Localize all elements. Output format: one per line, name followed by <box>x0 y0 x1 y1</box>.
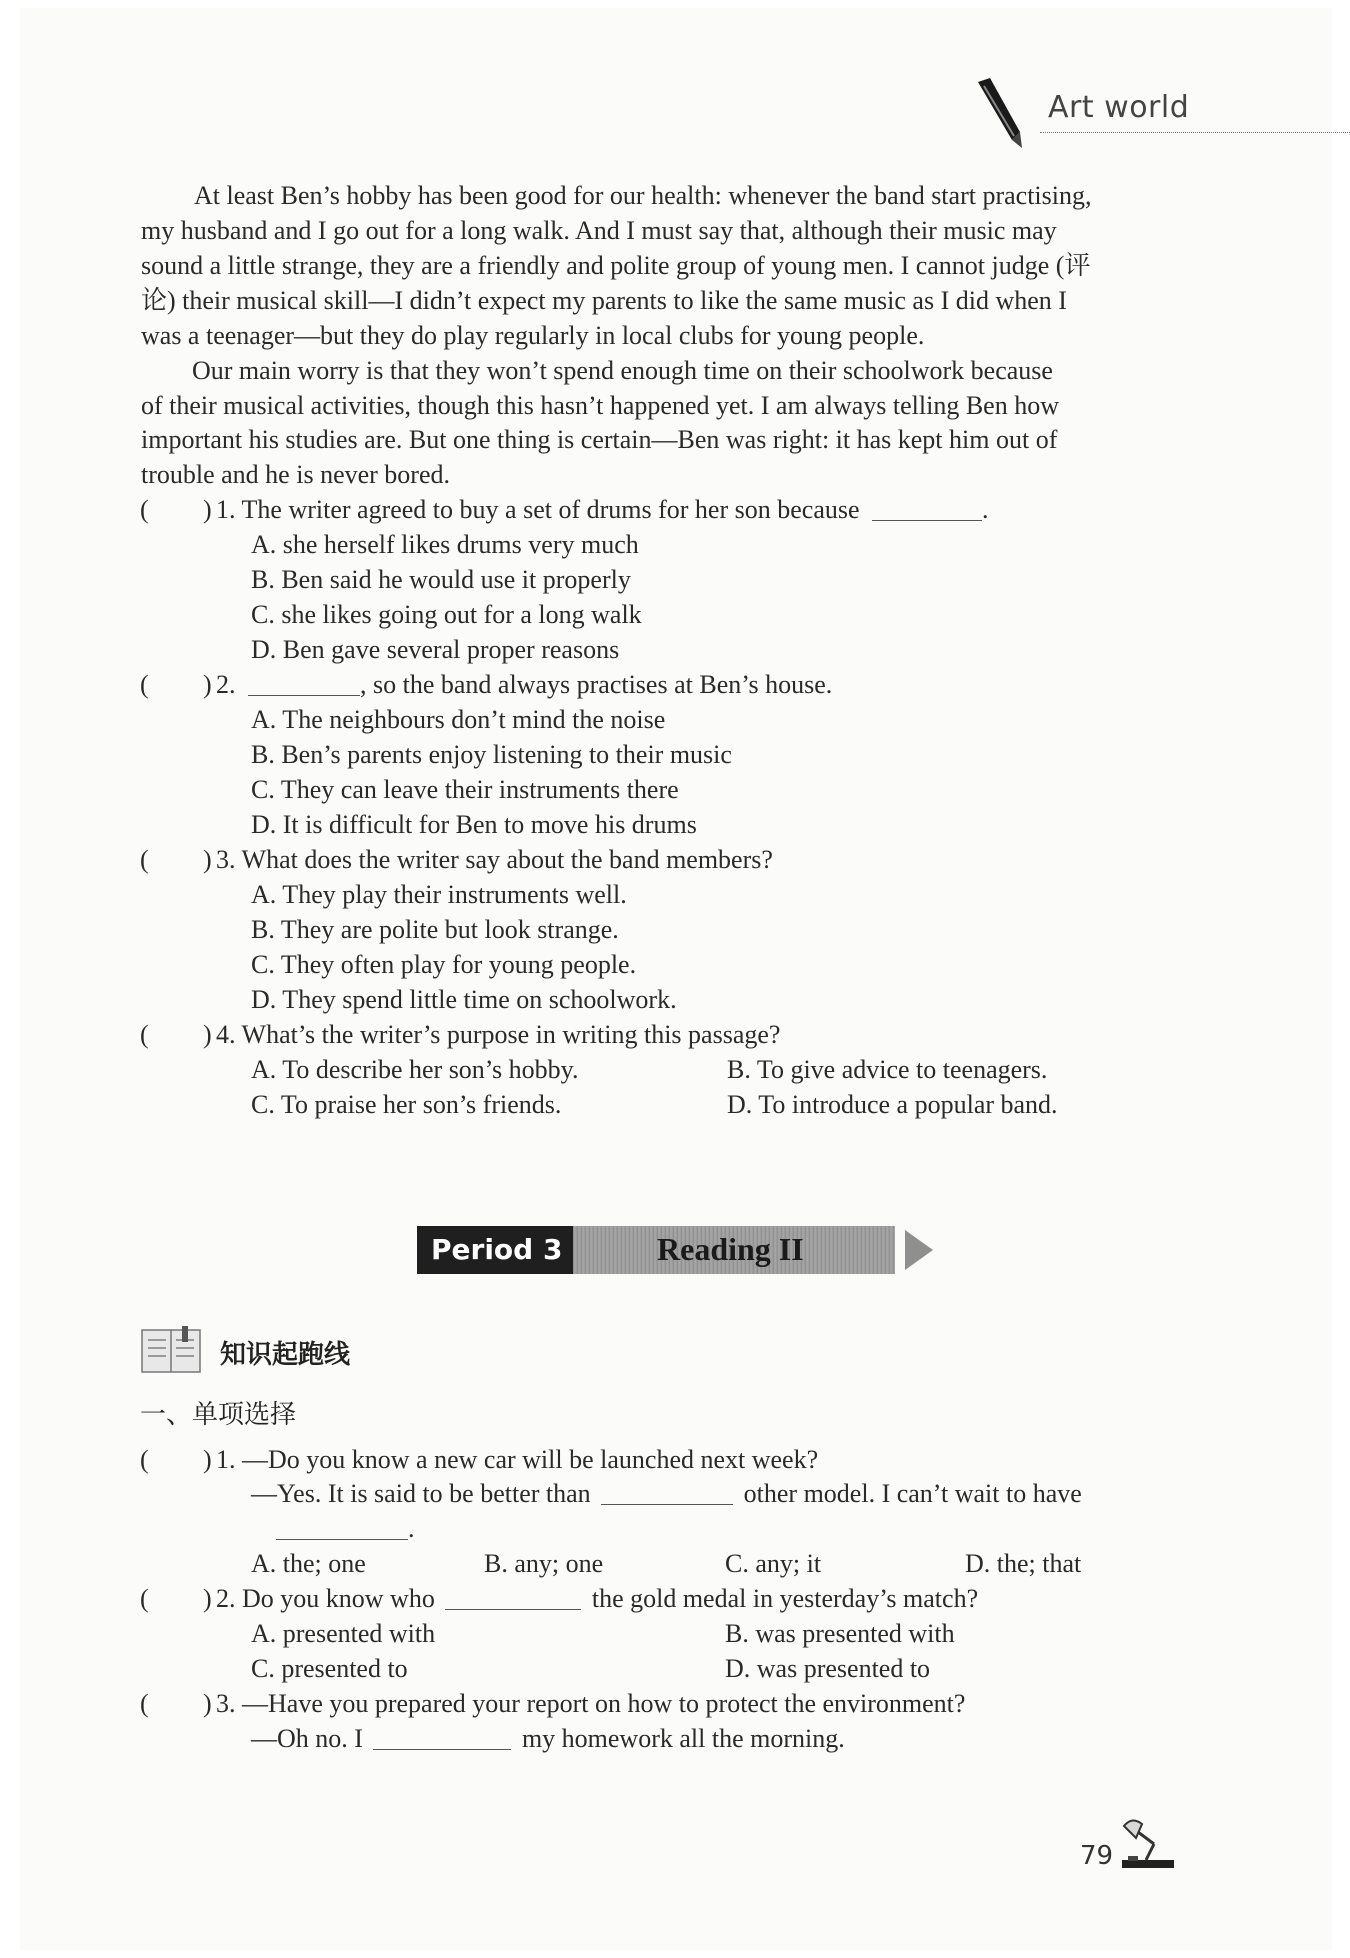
header-title: Art world <box>1048 90 1190 125</box>
question-text: other model. I can’t wait to have <box>743 1479 1082 1508</box>
option-b: B. was presented with <box>725 1619 955 1648</box>
question-text: What’s the writer’s purpose in writing this passage? <box>241 1020 781 1049</box>
answer-paren-close: ) <box>203 1689 212 1718</box>
option-c: C. They can leave their instruments there <box>251 775 679 804</box>
answer-paren-open: ( <box>140 495 149 524</box>
option-d: D. was presented to <box>725 1654 931 1683</box>
answer-paren-open: ( <box>140 845 149 874</box>
option-d: D. the; that <box>965 1549 1082 1578</box>
option-b: B. Ben’s parents enjoy listening to their music <box>251 740 732 769</box>
pen-icon <box>972 76 1028 150</box>
question-stem-end: . <box>982 495 989 524</box>
option-b: B. Ben said he would use it properly <box>251 565 631 594</box>
question-text: The writer agreed to buy a set of drums for her son because <box>241 495 860 524</box>
passage-line: of their musical activities, though this hasn’t happened yet. I am always telling Ben how <box>141 391 1059 420</box>
answer-blank[interactable] <box>373 1723 511 1750</box>
option-a: A. she herself likes drums very much <box>251 530 639 559</box>
question-number: 4. <box>216 1020 236 1049</box>
question-text: What does the writer say about the band members? <box>241 845 773 874</box>
option-b: B. They are polite but look strange. <box>251 915 619 944</box>
question-stem <box>216 842 773 877</box>
answer-paren-close: ) <box>203 845 212 874</box>
section-one-title: 一、单项选择 <box>140 1400 297 1430</box>
book-icon <box>140 1326 204 1376</box>
banner-arrow-icon <box>905 1230 933 1270</box>
answer-paren-open: ( <box>140 1584 149 1613</box>
answer-paren-open: ( <box>140 1445 149 1474</box>
question-text: —Have you prepared your report on how to protect the environment? <box>242 1689 966 1718</box>
period-banner <box>417 1226 897 1274</box>
option-a: A. presented with <box>251 1619 436 1648</box>
answer-paren-close: ) <box>203 1445 212 1474</box>
passage-line: important his studies are. But one thing is certain—Ben was right: it has kept him out of <box>141 425 1058 454</box>
option-d: D. They spend little time on schoolwork. <box>251 985 677 1014</box>
question-stem <box>216 492 989 527</box>
answer-paren-open: ( <box>140 1020 149 1049</box>
question-stem <box>216 1442 818 1477</box>
answer-paren-open: ( <box>140 1689 149 1718</box>
question-stem <box>216 1581 978 1616</box>
question-text: —Oh no. I <box>251 1724 363 1753</box>
passage-line: my husband and I go out for a long walk. And I must say that, although their music may <box>141 216 1057 245</box>
answer-blank[interactable] <box>445 1583 581 1610</box>
question-text: —Do you know a new car will be launched next week? <box>242 1445 819 1474</box>
option-a: A. They play their instruments well. <box>251 880 627 909</box>
answer-paren-close: ) <box>203 670 212 699</box>
answer-blank[interactable] <box>248 669 360 696</box>
question-line <box>276 1511 415 1546</box>
answer-paren-close: ) <box>203 495 212 524</box>
passage-line: 论) their musical skill—I didn’t expect my parents to like the same music as I did when I <box>141 286 1067 315</box>
option-c: C. any; it <box>725 1549 822 1578</box>
passage-line: At least Ben’s hobby has been good for our health: whenever the band start practising, <box>194 181 1092 210</box>
option-d: D. It is difficult for Ben to move his drums <box>251 810 697 839</box>
knowledge-title: 知识起跑线 <box>220 1340 351 1370</box>
option-d: D. Ben gave several proper reasons <box>251 635 620 664</box>
passage-line: Our main worry is that they won’t spend enough time on their schoolwork because <box>192 356 1053 385</box>
answer-blank[interactable] <box>872 494 982 521</box>
workbook-page <box>20 8 1332 1950</box>
option-a: A. the; one <box>251 1549 366 1578</box>
answer-paren-open: ( <box>140 670 149 699</box>
answer-blank[interactable] <box>276 1513 408 1540</box>
question-stem <box>216 1686 965 1721</box>
question-text: , so the band always practises at Ben’s house. <box>360 670 833 699</box>
option-c: C. They often play for young people. <box>251 950 637 979</box>
option-a: A. To describe her son’s hobby. <box>251 1055 579 1084</box>
question-number: 3. <box>216 1689 236 1718</box>
answer-blank[interactable] <box>601 1478 733 1505</box>
question-number: 2. <box>216 1584 236 1613</box>
question-number: 3. <box>216 845 236 874</box>
question-line <box>251 1476 1082 1511</box>
passage-line: sound a little strange, they are a friendly and polite group of young men. I cannot judge (评 <box>141 251 1091 280</box>
question-end: . <box>408 1514 415 1543</box>
question-text: the gold medal in yesterday’s match? <box>591 1584 979 1613</box>
option-c: C. presented to <box>251 1654 408 1683</box>
option-c: C. To praise her son’s friends. <box>251 1090 562 1119</box>
option-b: B. To give advice to teenagers. <box>727 1055 1048 1084</box>
lamp-icon <box>1118 1816 1178 1872</box>
option-c: C. she likes going out for a long walk <box>251 600 642 629</box>
passage-line: was a teenager—but they do play regularly in local clubs for young people. <box>141 321 925 350</box>
question-number: 1. <box>216 1445 236 1474</box>
option-b: B. any; one <box>484 1549 604 1578</box>
question-line <box>251 1721 845 1756</box>
passage-line: trouble and he is never bored. <box>141 460 451 489</box>
page-number: 79 <box>1080 1841 1114 1871</box>
question-text: —Yes. It is said to be better than <box>251 1479 591 1508</box>
period-title: Reading II <box>657 1231 804 1267</box>
question-number: 2. <box>216 670 236 699</box>
question-stem <box>216 667 832 702</box>
header-rule <box>1040 132 1350 133</box>
question-stem <box>216 1017 780 1052</box>
option-a: A. The neighbours don’t mind the noise <box>251 705 666 734</box>
period-label: Period 3 <box>431 1233 563 1266</box>
question-number: 1. <box>216 495 236 524</box>
question-text: Do you know who <box>242 1584 435 1613</box>
question-text: my homework all the morning. <box>521 1724 845 1753</box>
answer-paren-close: ) <box>203 1020 212 1049</box>
answer-paren-close: ) <box>203 1584 212 1613</box>
option-d: D. To introduce a popular band. <box>727 1090 1058 1119</box>
